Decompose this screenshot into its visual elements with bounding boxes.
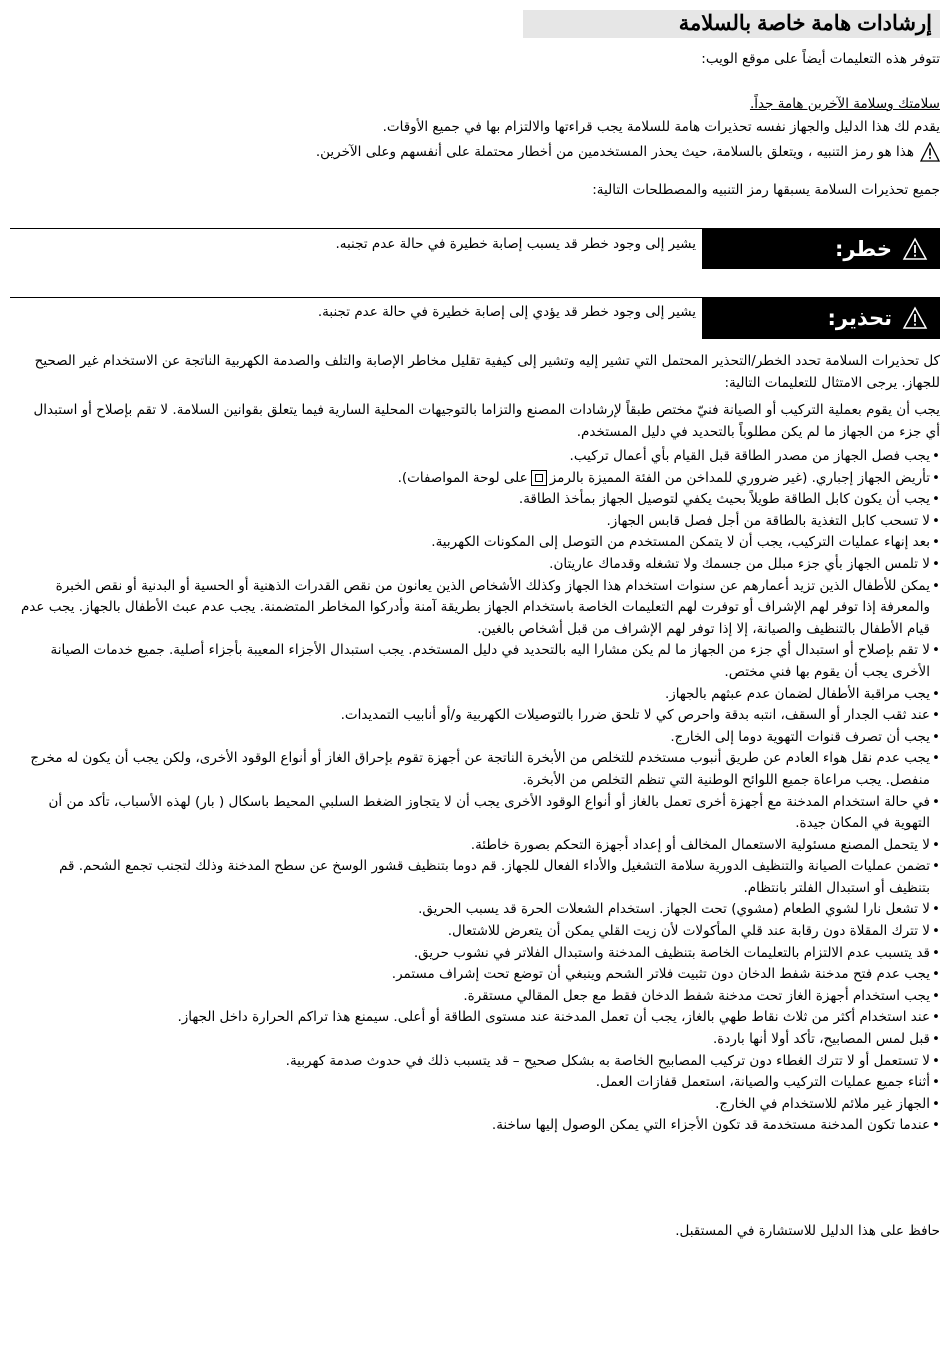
- general-paragraph: كل تحذيرات السلامة تحدد الخطر/التحذير المحتمل التي تشير إليه وتشير إلى كيفية تقليل مخاطر الإصابة والتلف والصدمة الكهربية الناتجة عن الاستخدام غير الصحيح للجهاز. يرجى الامتثال للتعليمات التالية:: [34, 353, 940, 391]
- list-item: • تضمن عمليات الصيانة والتنظيف الدورية سلامة التشغيل والأداء الفعال للجهاز. قم دوما بتنظيف قشور الوسخ عن سطح المدخنة وذلك لتجنب تجمع الشحم. قم بتنظيف أو استبدال الفلتر بانتظام.: [20, 856, 940, 899]
- footer-note: حافظ على هذا الدليل للاستشارة في المستقبل.: [675, 1223, 940, 1239]
- list-item: • لا تسحب كابل التغذية بالطاقة من أجل فصل قابس الجهاز.: [20, 511, 940, 533]
- list-item: • بعد إنهاء عمليات التركيب، يجب أن لا يتمكن المستخدم من التوصل إلى المكونات الكهربية.: [20, 532, 940, 554]
- list-item: • يجب عدم فتح مدخنة شفط الدخان دون تثبيت فلاتر الشحم وينبغي أن توضع تحت إشراف مستمر.: [20, 964, 940, 986]
- bullet-2-text: تأريض الجهاز إجباري. (غير ضروري للمداخن من الفئة المميزة بالرمز: [549, 469, 930, 486]
- list-item: • لا تشعل نارا لشوي الطعام (مشوي) تحت الجهاز. استخدام الشعلات الحرة قد يسبب الحريق.: [20, 899, 940, 921]
- list-item: • يجب مراقبة الأطفال لضمان عدم عبثهم بالجهاز.: [20, 684, 940, 706]
- danger-label-text: خطر:: [834, 236, 892, 261]
- list-item: • لا تقم بإصلاح أو استبدال أي جزء من الجهاز ما لم يكن مشارا اليه بالتحديد في دليل المستخدم. يجب استبدال الأجزاء المعيبة بأجزاء أصلية. جميع خدمات الصيانة الأخرى يجب أن يقوم بها فني مختص.: [20, 640, 940, 683]
- danger-text: يشير إلى وجود خطر قد يسبب إصابة خطيرة في حالة عدم تجنبه.: [335, 236, 696, 252]
- list-item: • يجب أن تصرف قنوات التهوية دوما إلى الخارج.: [20, 727, 940, 749]
- intro-text-2: هذا هو رمز التنبيه ، ويتعلق بالسلامة، حيث يحذر المستخدمين من أخطار محتملة على أنفسهم وعلى الآخرين.: [315, 144, 914, 160]
- double-square-icon: [531, 470, 547, 486]
- warning-label-text: تحذير:: [827, 306, 892, 330]
- intro-line-2: [316, 142, 940, 162]
- list-item: • في حالة استخدام المدخنة مع أجهزة أخرى تعمل بالغاز أو أنواع الوقود الأخرى يجب أن لا يتجاوز الضغط السلبي المحيط باسكال ( بار) لهذه الأسباب، تأكد من أن التهوية في المكان جيدة.: [20, 792, 940, 835]
- list-item: • لا تترك المقلاة دون رقابة عند قلي المأكولات لأن زيت القلي يمكن أن يتعرض للاشتعال.: [20, 921, 940, 943]
- list-item: • لا تستعمل أو لا تترك الغطاء دون تركيب المصابيح الخاصة به بشكل صحيح – قد يتسبب ذلك في حدوث صدمة كهربية.: [20, 1051, 940, 1073]
- list-item: • لا يتحمل المصنع مسئولية الاستعمال المخالف أو إعداد أجهزة التحكم بصورة خاطئة.: [20, 835, 940, 857]
- list-item: • الجهاز غير ملائم للاستخدام في الخارج.: [20, 1094, 940, 1116]
- list-item: • يجب استخدام أجهزة الغاز تحت مدخنة شفط الدخان فقط مع جعل المقالي مستقرة.: [20, 986, 940, 1008]
- bullet-2-suffix: على لوحة المواصفات).: [397, 469, 528, 486]
- list-item: • يجب عدم نقل هواء العادم عن طريق أنبوب مستخدم للتخلص من الأبخرة الناتجة عن أجهزة تقوم بإحراق الغاز أو أنواع الوقود الأخرى، ولكن يجب أن يكون له مخرج منفصل. يجب مراعاة جميع اللوائح الوطنية التي تنظم التخلص من الأبخرة.: [20, 748, 940, 791]
- list-item: • عند ثقب الجدار أو السقف، انتبه بدقة واحرص كي لا تلحق ضررا بالتوصيلات الكهربية و/أو أنابيب التمديدات.: [20, 705, 940, 727]
- list-item: • عند استخدام أكثر من ثلاث نقاط طهي بالغاز، يجب أن تعمل المدخنة عند مستوى الطاقة أو أعلى. سيمنع هذا تراكم الحرارة داخل الجهاز.: [20, 1007, 940, 1029]
- list-item: • يمكن للأطفال الذين تزيد أعمارهم عن سنوات استخدام هذا الجهاز وكذلك الأشخاص الذين يعانون من نقص القدرات الذهنية أو الحسية أو البدنية أو نقص الخبرة والمعرفة إذا توفر لهم الإشراف أو توفرت لهم التعليمات الخاصة باستخدام الجهاز بطريقة آمنة وأدركوا المخاطر المتضمنة. يجب عدم عبث الأطفال بالجهاز. يجب عدم قيام الأطفال بالتنظيف والصيانة، إلا إذا توفر لهم الإشراف من قبل أشخاص بالغين.: [20, 576, 940, 641]
- warning-triangle-icon: [902, 237, 928, 261]
- list-item: • يجب أن يكون كابل الطاقة طويلاً بحيث يكفي لتوصيل الجهاز بمأخذ الطاقة.: [20, 489, 940, 511]
- list-item: • قبل لمس المصابيح، تأكد أولا أنها باردة.: [20, 1029, 940, 1051]
- list-item: • قد يتسبب عدم الالتزام بالتعليمات الخاصة بتنظيف المدخنة واستبدال الفلاتر في نشوب حريق.: [20, 943, 940, 965]
- warning-triangle-icon: [902, 306, 928, 330]
- safety-bullet-list: [20, 446, 940, 1137]
- list-item: • عندما تكون المدخنة مستخدمة قد تكون الأجزاء التي يمكن الوصول إليها ساخنة.: [20, 1115, 940, 1137]
- safety-heading: سلامتك وسلامة الآخرين هامة جداً.: [749, 96, 940, 112]
- install-paragraph: يجب أن يقوم بعملية التركيب أو الصيانة فنيّ مختص طبقاً لإرشادات المصنع والتزاما بالتوجيهات المحلية السارية فيما يتعلق بقوانين السلامة. لا تقم بإصلاح أو استبدال أي جزء من الجهاز ما لم يكن مطلوباً بالتحديد في دليل المستخدم.: [33, 402, 940, 440]
- warning-box: [10, 297, 940, 339]
- list-item: • يجب فصل الجهاز من مصدر الطاقة قبل القيام بأي أعمال تركيب.: [20, 446, 940, 468]
- warning-triangle-icon: [920, 142, 940, 162]
- warning-text: يشير إلى وجود خطر قد يؤدي إلى إصابة خطيرة في حالة عدم تجنبة.: [317, 304, 696, 320]
- danger-label: [702, 228, 940, 269]
- page-title: إرشادات هامة خاصة بالسلامة: [523, 10, 940, 38]
- warning-label: [702, 297, 940, 339]
- web-note: تتوفر هذه التعليمات أيضاً على موقع الويب:: [701, 51, 940, 67]
- intro-text-3: جميع تحذيرات السلامة يسبقها رمز التنبيه والمصطلحات التالية:: [592, 182, 940, 198]
- danger-box: [10, 228, 940, 270]
- intro-text-1: يقدم لك هذا الدليل والجهاز نفسه تحذيرات هامة للسلامة يجب قراءتها والالتزام بها في جميع الأوقات.: [382, 119, 940, 135]
- list-item: [20, 468, 940, 490]
- list-item: • أثناء جميع عمليات التركيب والصيانة، استعمل قفازات العمل.: [20, 1072, 940, 1094]
- list-item: • لا تلمس الجهاز بأي جزء مبلل من جسمك ولا تشغله وقدماك عاريتان.: [20, 554, 940, 576]
